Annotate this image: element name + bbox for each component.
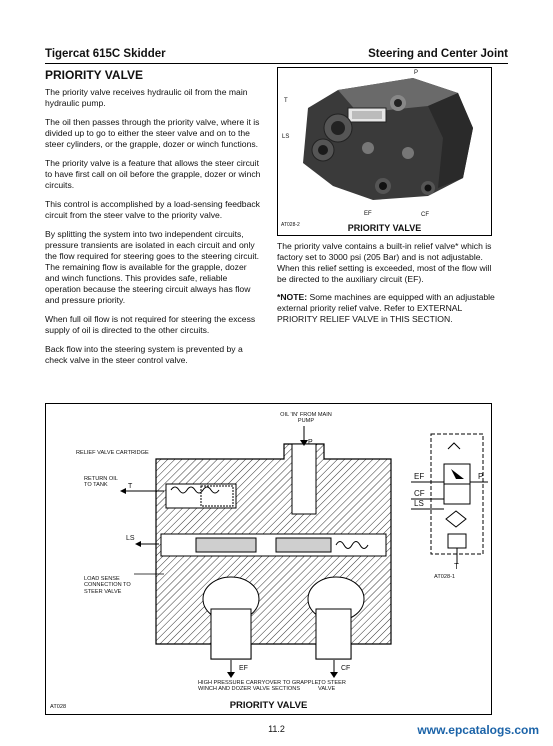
photo-code: AT028-2: [281, 222, 300, 228]
left-column: [45, 87, 263, 374]
paragraph: The priority valve receives hydraulic oil from the main hydraulic pump.: [45, 87, 248, 108]
priority-valve-diagram: [45, 403, 492, 715]
right-column: [277, 241, 495, 332]
note-paragraph: [277, 292, 495, 325]
symbol-label-ls: LS: [414, 499, 424, 508]
section-title: PRIORITY VALVE: [45, 68, 144, 82]
label-ef: EF: [239, 665, 248, 672]
diagram-title: PRIORITY VALVE: [229, 700, 308, 711]
symbol-label-ef: EF: [414, 472, 425, 481]
label-cf: CF: [341, 665, 351, 672]
diagram-code: AT028: [50, 704, 67, 710]
symbol-code: AT028-1: [434, 574, 456, 580]
photo-label-ls: LS: [282, 134, 290, 140]
photo-label-cf: CF: [421, 212, 429, 218]
header-left-title: Tigercat 615C Skidder: [45, 48, 166, 60]
label-oil-in: OIL 'IN' FROM MAIN PUMP: [280, 412, 332, 425]
paragraph: The priority valve contains a built-in relief valve* which is factory set to 3000 psi (205 Bar) and is not adjustable. When this relief setting is exceeded, most of the flow will be directed to the auxiliary circuit (EF).: [277, 241, 492, 284]
paragraph: By splitting the system into two independent circuits, pressure transients are isolated in each circuit and only the flow required for steering goes to the steering circuit. The remaining flow is available for the grapple, dozer and winch functions. This provides safe, reliable operation because the steering circuit always has flow and pressure priority.: [45, 229, 260, 305]
paragraph: The priority valve is a feature that allows the steer circuit to have first call on oil before the grapple, dozer or winch circuits.: [45, 158, 261, 190]
label-return-oil: RETURN OIL TO TANK: [84, 476, 118, 489]
watermark: www.epcatalogs.com: [417, 723, 539, 737]
photo-label-t: T: [284, 98, 288, 104]
paragraph: Back flow into the steering system is prevented by a check valve in the steer control valve.: [45, 344, 243, 365]
label-hp-carryover: HIGH PRESSURE CARRYOVER TO GRAPPLE, WINCH AND DOZER VALVE SECTIONS: [198, 680, 320, 693]
header-rule: [45, 63, 508, 64]
label-ls: LS: [126, 535, 135, 542]
valve-photo-image: [278, 68, 491, 218]
page-header: [45, 48, 508, 64]
note-label: *NOTE:: [277, 292, 308, 302]
photo-label-ef: EF: [364, 211, 372, 217]
photo-caption: PRIORITY VALVE: [347, 223, 422, 233]
note-text: Some machines are equipped with an adjustable external priority relief valve. Refer to EXTERNAL PRIORITY RELIEF VALVE in THIS SECTION.: [277, 292, 495, 324]
valve-photo: [277, 67, 492, 236]
label-t: T: [128, 483, 133, 490]
symbol-label-cf: CF: [414, 489, 425, 498]
label-to-steer: TO STEER VALVE: [318, 680, 346, 693]
label-relief-cartridge: RELIEF VALVE CARTRIDGE: [76, 450, 149, 456]
label-load-sense: LOAD SENSE CONNECTION TO STEER VALVE: [84, 576, 131, 595]
symbol-label-p: P: [478, 472, 484, 481]
paragraph: When full oil flow is not required for steering the excess supply of oil is directed to the other circuits.: [45, 314, 256, 335]
symbol-label-t: T: [454, 562, 459, 571]
photo-label-p: P: [414, 70, 419, 76]
label-p: P: [308, 439, 313, 446]
paragraph: The oil then passes through the priority valve, where it is divided up to go to either the steer valve and on to the steer cylinders, or the grapple, dozer or winch functions.: [45, 117, 260, 149]
header-right-title: Steering and Center Joint: [368, 48, 508, 60]
page-number: 11.2: [268, 724, 285, 734]
paragraph: This control is accomplished by a load-sensing feedback circuit from the steer valve to the priority valve.: [45, 199, 260, 220]
